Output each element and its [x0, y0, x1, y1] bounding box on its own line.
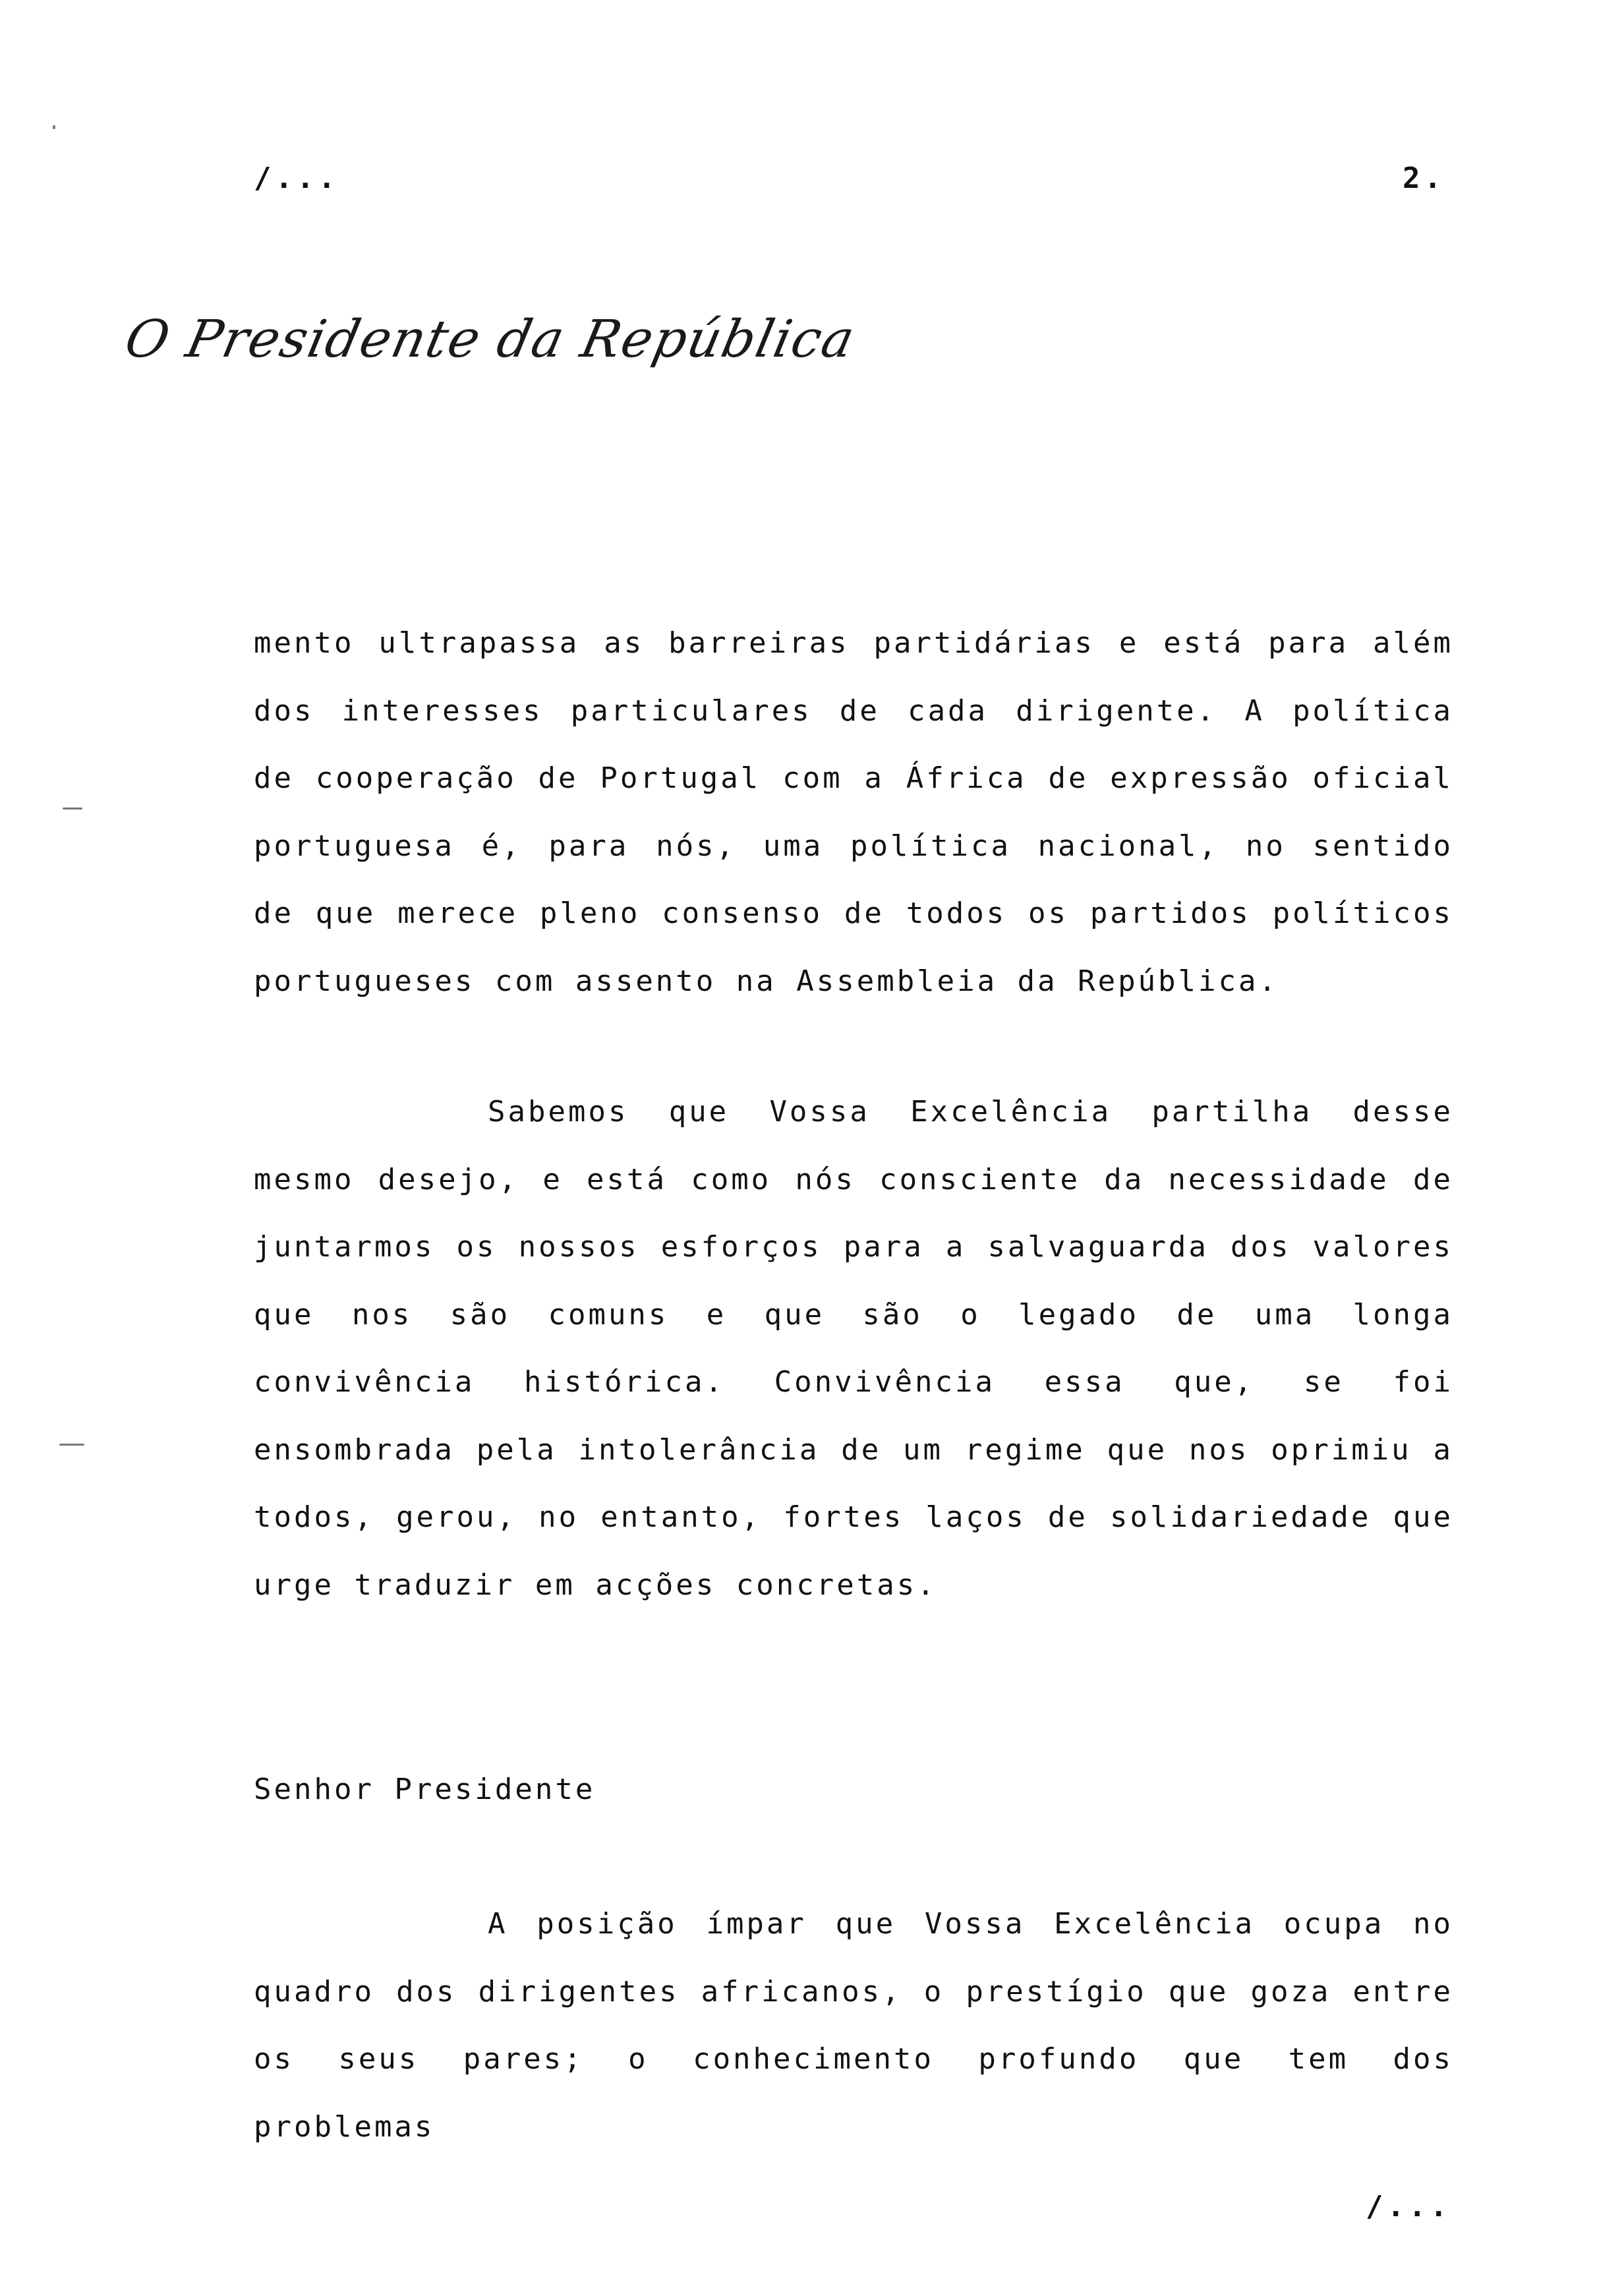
paragraph-2: Sabemos que Vossa Excelência partilha desse mesmo desejo, e está como nós consciente da necessidade de juntarmos os nossos esforços para a salvaguarda dos valores que nos são comuns e que são o legado de uma longa convivência histórica. Convivência essa que, se foi ensombrada pela intolerância de um regime que nos oprimiu a todos, gerou, no entanto, fortes laços de solidariedade que urge traduzir em acções concretas.: [254, 1095, 1453, 1602]
continuation-mark-bottom: /...: [1366, 2190, 1451, 2223]
continuation-mark-top: /...: [254, 162, 339, 195]
scan-speck: [53, 125, 55, 129]
paragraph-3: A posição ímpar que Vossa Excelência ocupa no quadro dos dirigentes africanos, o prestígio que goza entre os seus pares; o conhecimento profundo que tem dos problemas: [254, 1907, 1453, 2144]
scan-speck: [63, 808, 82, 809]
letterhead-title: O Presidente da República: [120, 310, 861, 369]
page-number: 2.: [1403, 162, 1445, 195]
salutation: Senhor Presidente: [254, 1773, 596, 1806]
scan-speck: [59, 1444, 84, 1446]
paragraph-1: mento ultrapassa as barreiras partidárias e está para além dos interesses particulares de cada dirigente. A política de cooperação de Portugal com a África de expressão oficial portuguesa é, para nós, uma política nacional, no sentido de que merece pleno consenso de todos os partidos políticos portugueses com assento na Assembleia da República.: [254, 626, 1453, 998]
